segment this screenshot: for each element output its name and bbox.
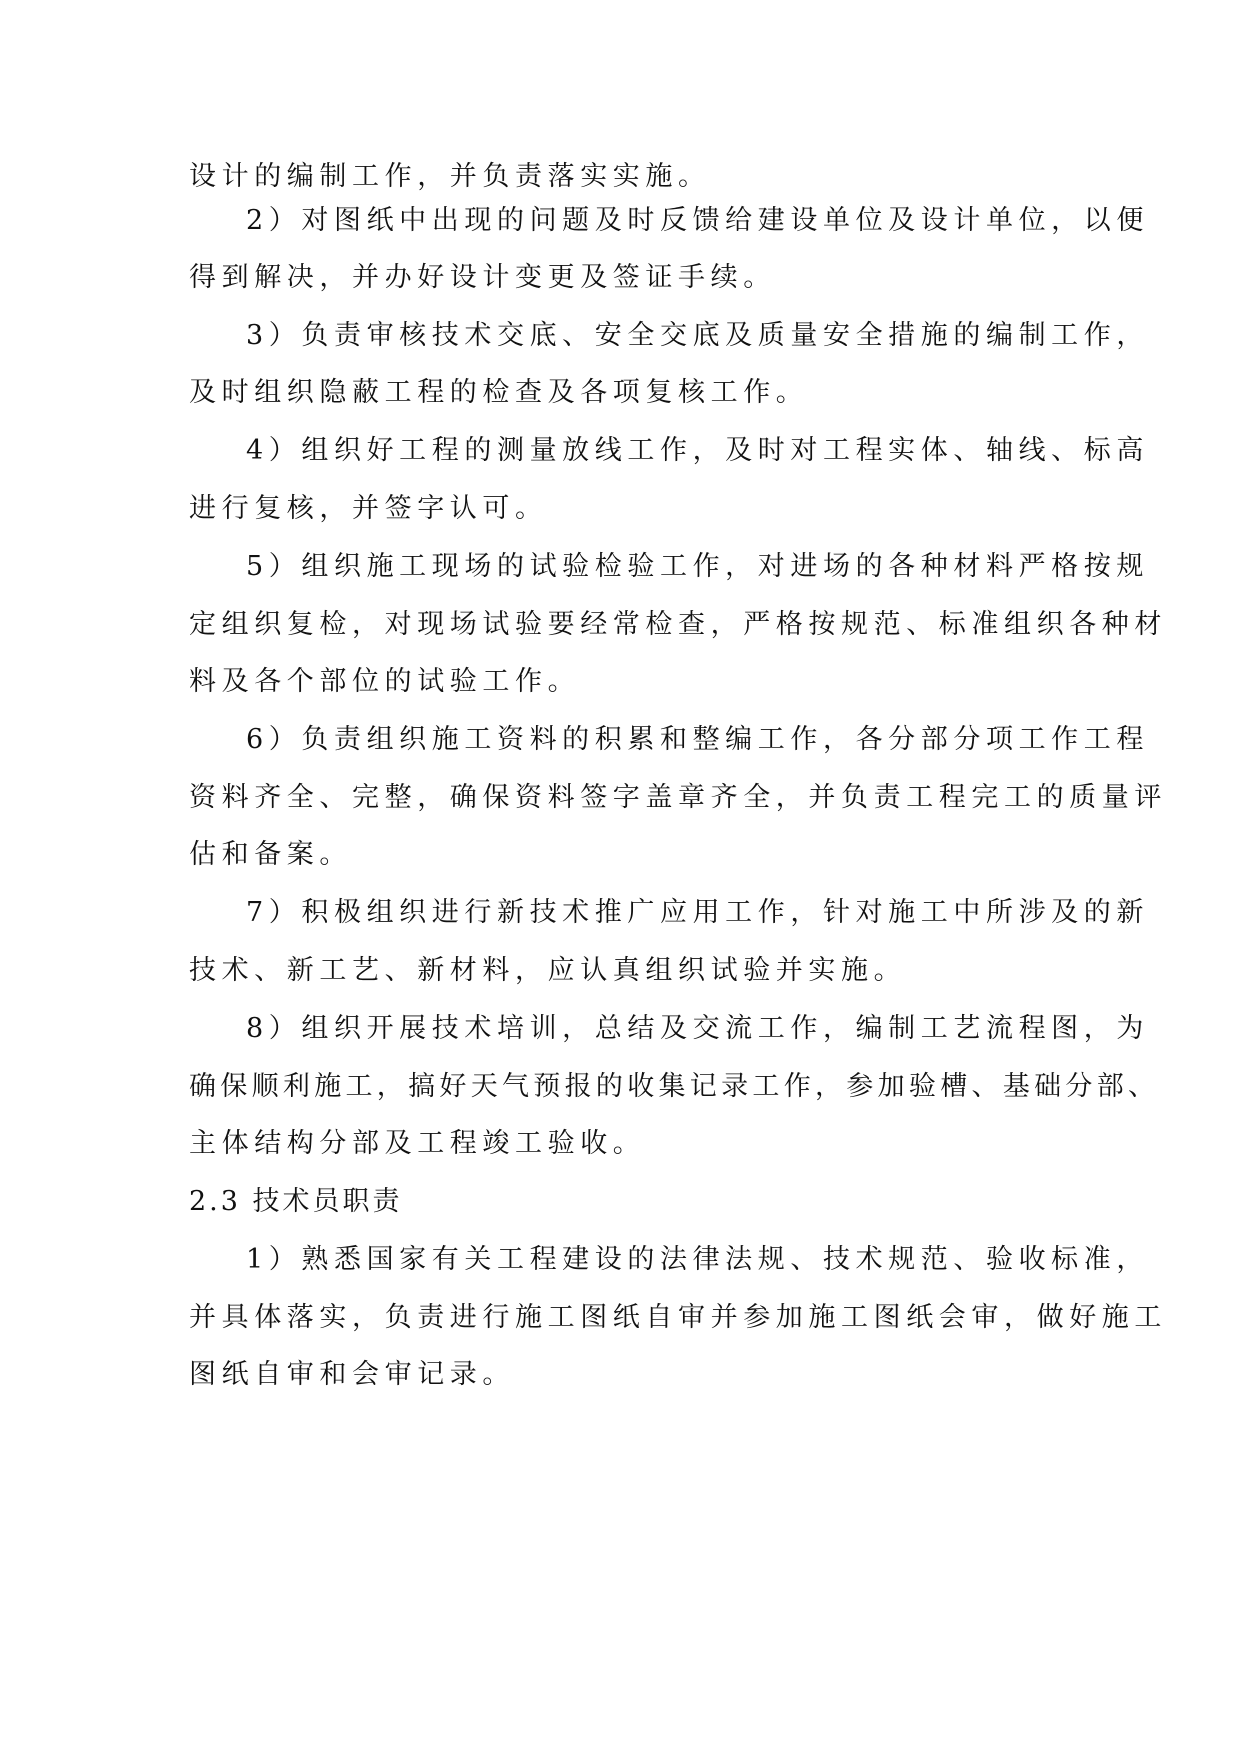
list-item-4-line-1: 4）组织好工程的测量放线工作，及时对工程实体、轴线、标高 — [246, 435, 1149, 466]
list-item-4-line-2: 进行复核，并签字认可。 — [189, 493, 548, 524]
section-item-1-line-3: 图纸自审和会审记录。 — [189, 1359, 515, 1390]
list-item-3-line-1: 3）负责审核技术交底、安全交底及质量安全措施的编制工作， — [246, 320, 1149, 351]
list-item-6-line-3: 估和备案。 — [189, 839, 352, 870]
list-item-6-line-1: 6）负责组织施工资料的积累和整编工作，各分部分项工作工程 — [246, 724, 1149, 755]
list-item-5-line-3: 料及各个部位的试验工作。 — [189, 666, 581, 697]
list-item-3-line-2: 及时组织隐蔽工程的检查及各项复核工作。 — [189, 377, 809, 408]
list-item-6-line-2: 资料齐全、完整，确保资料签字盖章齐全，并负责工程完工的质量评 — [189, 782, 1167, 813]
list-item-8-line-2: 确保顺利施工，搞好天气预报的收集记录工作，参加验槽、基础分部、 — [189, 1071, 1160, 1102]
list-item-2-line-2: 得到解决，并办好设计变更及签证手续。 — [189, 262, 776, 293]
list-item-5-line-2: 定组织复检，对现场试验要经常检查，严格按规范、标准组织各种材 — [189, 609, 1167, 640]
list-item-8-line-1: 8）组织开展技术培训，总结及交流工作，编制工艺流程图，为 — [246, 1013, 1149, 1044]
list-item-7-line-1: 7）积极组织进行新技术推广应用工作，针对施工中所涉及的新 — [246, 897, 1149, 928]
list-item-5-line-1: 5）组织施工现场的试验检验工作，对进场的各种材料严格按规 — [246, 551, 1149, 582]
list-item-8-line-3: 主体结构分部及工程竣工验收。 — [189, 1128, 646, 1159]
list-item-2-line-1: 2）对图纸中出现的问题及时反馈给建设单位及设计单位，以便 — [246, 205, 1149, 236]
section-item-1-line-2: 并具体落实，负责进行施工图纸自审并参加施工图纸会审，做好施工 — [189, 1302, 1167, 1333]
list-item-7-line-2: 技术、新工艺、新材料，应认真组织试验并实施。 — [189, 955, 907, 986]
section-heading: 2.3 技术员职责 — [189, 1186, 403, 1217]
section-item-1-line-1: 1）熟悉国家有关工程建设的法律法规、技术规范、验收标准， — [246, 1244, 1149, 1275]
text-line-1: 设计的编制工作，并负责落实实施。 — [189, 161, 711, 192]
